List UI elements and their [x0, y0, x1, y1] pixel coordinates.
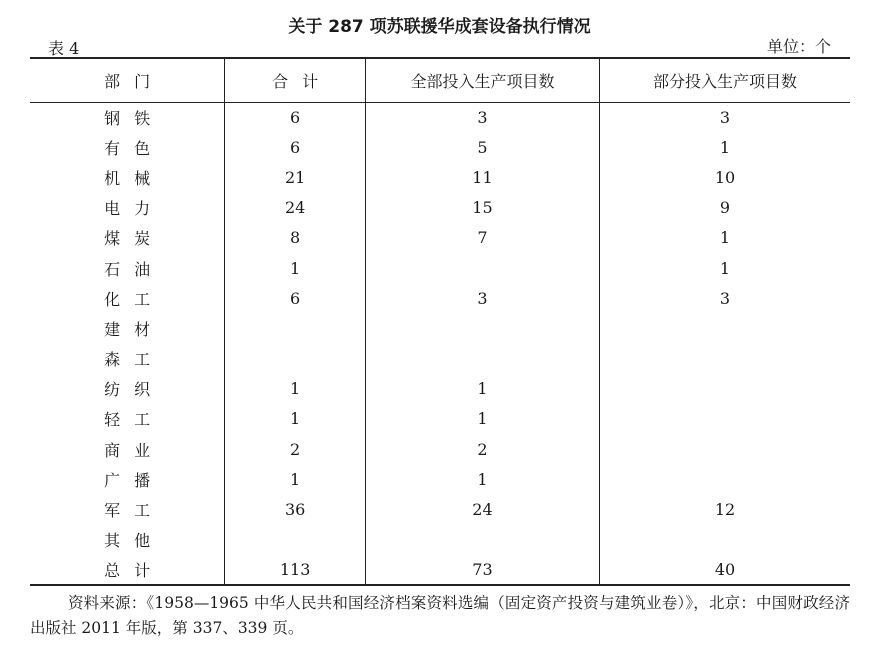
- total-cell: 6: [225, 102, 366, 132]
- full-production-cell: 5: [365, 132, 599, 162]
- partial-production-cell: 1: [599, 223, 850, 253]
- column-header-partial-production: 部分投入生产项目数: [599, 58, 850, 102]
- full-production-cell: 1: [365, 374, 599, 404]
- department-cell: 广播: [104, 470, 165, 490]
- full-production-cell: 1: [365, 464, 599, 494]
- department-cell: 森工: [104, 350, 165, 370]
- department-cell: 其他: [104, 531, 165, 551]
- department-cell: 钢铁: [104, 108, 165, 128]
- department-cell: 军工: [104, 501, 165, 521]
- table-row: [30, 525, 850, 555]
- department-cell: 石油: [104, 259, 165, 279]
- department-cell: 总计: [30, 555, 225, 585]
- partial-production-cell: [599, 344, 850, 374]
- total-cell: [225, 525, 366, 555]
- total-cell: 24: [225, 193, 366, 223]
- total-cell: [225, 344, 366, 374]
- full-production-cell: 1: [365, 404, 599, 434]
- full-production-cell: 15: [365, 193, 599, 223]
- total-cell: 8: [225, 223, 366, 253]
- table-row: [30, 374, 850, 404]
- total-cell: 1: [225, 464, 366, 494]
- column-header-total: 合计: [225, 58, 366, 102]
- full-production-cell: 73: [365, 555, 599, 585]
- total-cell: 1: [225, 404, 366, 434]
- total-cell: [225, 313, 366, 343]
- column-header-full-production: 全部投入生产项目数: [365, 58, 599, 102]
- table-row: [30, 494, 850, 524]
- table-row: [30, 132, 850, 162]
- table-label: 表 4: [48, 39, 80, 58]
- table-row: [30, 344, 850, 374]
- data-table: [30, 57, 850, 586]
- source-note: 资料来源：《1958—1965 中华人民共和国经济档案资料选编（固定资产投资与建筑业卷）》，北京：中国财政经济出版社 2011 年版，第 337、339 页。: [30, 594, 850, 637]
- partial-production-cell: 1: [599, 253, 850, 283]
- full-production-cell: [365, 253, 599, 283]
- department-cell: 商业: [104, 440, 165, 460]
- partial-production-cell: 3: [599, 283, 850, 313]
- partial-production-cell: [599, 313, 850, 343]
- partial-production-cell: 12: [599, 494, 850, 524]
- partial-production-cell: [599, 464, 850, 494]
- department-cell: 机械: [104, 168, 165, 188]
- table-row: [30, 223, 850, 253]
- department-cell: 煤炭: [104, 229, 165, 249]
- table-body: [30, 102, 850, 585]
- table-row: [30, 464, 850, 494]
- full-production-cell: 2: [365, 434, 599, 464]
- partial-production-cell: 10: [599, 162, 850, 192]
- total-cell: 6: [225, 283, 366, 313]
- total-cell: 1: [225, 253, 366, 283]
- total-cell: 36: [225, 494, 366, 524]
- table-row: [30, 193, 850, 223]
- full-production-cell: 3: [365, 102, 599, 132]
- department-cell: 电力: [104, 199, 165, 219]
- partial-production-cell: 3: [599, 102, 850, 132]
- full-production-cell: [365, 525, 599, 555]
- full-production-cell: 3: [365, 283, 599, 313]
- header-row: [30, 58, 850, 102]
- table-row: [30, 283, 850, 313]
- table-row: [30, 102, 850, 132]
- partial-production-cell: 40: [599, 555, 850, 585]
- table-row: [30, 313, 850, 343]
- partial-production-cell: 9: [599, 193, 850, 223]
- unit-label: 单位：个: [766, 37, 831, 56]
- table-row: [30, 404, 850, 434]
- full-production-cell: 7: [365, 223, 599, 253]
- total-cell: 113: [225, 555, 366, 585]
- total-cell: 21: [225, 162, 366, 192]
- table-row: [30, 434, 850, 464]
- table-row: [30, 162, 850, 192]
- department-cell: 纺织: [104, 380, 165, 400]
- full-production-cell: 11: [365, 162, 599, 192]
- column-header-department: 部门: [30, 58, 225, 102]
- table-row: [30, 253, 850, 283]
- table-title: 关于 287 项苏联援华成套设备执行情况: [288, 17, 591, 37]
- department-cell: 建材: [104, 319, 165, 339]
- total-cell: 1: [225, 374, 366, 404]
- table-row: [30, 555, 850, 585]
- full-production-cell: 24: [365, 494, 599, 524]
- partial-production-cell: [599, 434, 850, 464]
- department-cell: 有色: [104, 138, 165, 158]
- partial-production-cell: [599, 525, 850, 555]
- total-cell: 2: [225, 434, 366, 464]
- full-production-cell: [365, 344, 599, 374]
- department-cell: 轻工: [104, 410, 165, 430]
- department-cell: 化工: [104, 289, 165, 309]
- partial-production-cell: 1: [599, 132, 850, 162]
- full-production-cell: [365, 313, 599, 343]
- partial-production-cell: [599, 374, 850, 404]
- partial-production-cell: [599, 404, 850, 434]
- total-cell: 6: [225, 132, 366, 162]
